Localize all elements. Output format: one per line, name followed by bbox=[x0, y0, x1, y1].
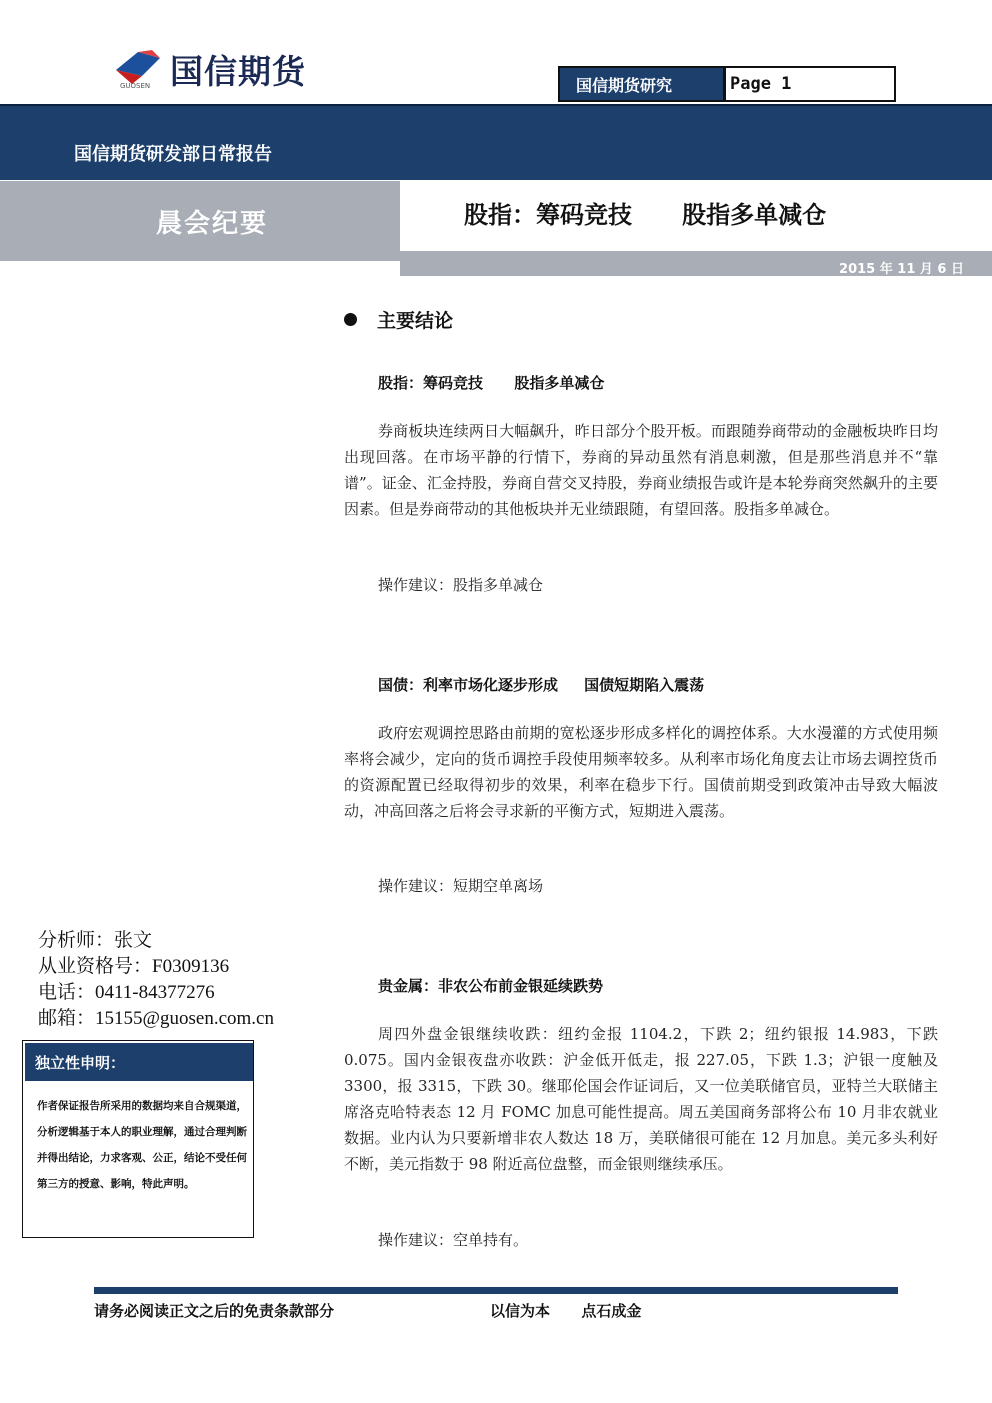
analyst-license: 从业资格号：F0309136 bbox=[38, 956, 230, 977]
footer-divider bbox=[94, 1287, 898, 1294]
conclusion-heading bbox=[344, 306, 453, 333]
advice-precious-metals: 操作建议：空单持有。 bbox=[378, 1231, 529, 1249]
advice-stock-index: 操作建议：股指多单减仓 bbox=[378, 576, 544, 594]
brand-name: 国信期货 bbox=[170, 52, 306, 91]
analyst-info bbox=[38, 928, 274, 1032]
page-indicator bbox=[558, 66, 896, 102]
guosen-logo bbox=[112, 44, 352, 94]
report-date: 2015 年 11 月 6 日 bbox=[839, 262, 964, 277]
analyst-email: 邮箱：15155@guosen.com.cn bbox=[38, 1008, 274, 1029]
bullet-icon bbox=[344, 313, 357, 326]
independence-title: 独立性申明： bbox=[25, 1043, 253, 1081]
dept-banner bbox=[0, 104, 992, 180]
date-bar bbox=[400, 256, 992, 276]
research-label: 国信期货研究 bbox=[560, 68, 726, 100]
section-body-treasury: 政府宏观调控思路由前期的宽松逐步形成多样化的调控体系。大水漫灌的方式使用频率将会减少，定向的货币调控手段使用频率较多。从利率市场化角度去让市场去调控货币的资源配置已经取得初步的效果，利率在稳步下行。国债前期受到政策冲击导致大幅波动，冲高回落之后将会寻求新的平衡方式，短期进入震荡。 bbox=[344, 724, 938, 820]
independence-body: 作者保证报告所采用的数据均来自合规渠道，分析逻辑基于本人的职业理解，通过合理判断 并得出结论，力求客观、公正，结论不受任何第三方的授意、影响，特此声明。 bbox=[37, 1100, 247, 1190]
report-title: 股指：筹码竞技 股指多单减仓 bbox=[464, 201, 827, 229]
category-banner bbox=[0, 181, 400, 261]
advice-treasury: 操作建议：短期空单离场 bbox=[378, 877, 544, 895]
category-title: 晨会纪要 bbox=[156, 209, 269, 239]
brand-sub: GUOSEN bbox=[120, 82, 151, 90]
dept-title: 国信期货研发部日常报告 bbox=[74, 144, 272, 165]
analyst-name: 分析师：张文 bbox=[38, 930, 153, 951]
title-banner bbox=[400, 181, 992, 261]
analyst-phone: 电话：0411-84377276 bbox=[38, 982, 215, 1003]
page-number: Page 1 bbox=[730, 74, 792, 94]
section-body-precious-metals: 周四外盘金银继续收跌：纽约金报 1104.2，下跌 2；纽约银报 14.983，下跌 0.075。国内金银夜盘亦收跌：沪金低开低走，报 227.05，下跌 1.3；沪银一度触及 3300，报 3315，下跌 30。继耶伦国会作证词后，又一位美联储官员，亚特兰大联储主席洛克哈特表态 12 月 FOMC 加息可能性提高。周五美国商务部将公布 10 月非农就业数据。业内认为只要新增非农人数达 18 万，美联储很可能在 12 月加息。美元多头利好不断，美元指数于 98 附近高位盘整，而金银则继续承压。 bbox=[344, 1025, 938, 1173]
section-heading-stock-index: 股指：筹码竞技 股指多单减仓 bbox=[378, 374, 605, 392]
section-heading-precious-metals: 贵金属：非农公布前金银延续跌势 bbox=[378, 977, 604, 995]
conclusion-label: 主要结论 bbox=[377, 310, 454, 332]
section-heading-treasury: 国债：利率市场化逐步形成 国债短期陷入震荡 bbox=[378, 676, 705, 694]
section-body-stock-index: 券商板块连续两日大幅飙升，昨日部分个股开板。而跟随券商带动的金融板块昨日均出现回落。在市场平静的行情下，券商的异动虽然有消息刺激，但是那些消息并不“靠谱”。证金、汇金持股，券商自营交叉持股，券商业绩报告或许是本轮券商突然飙升的主要因素。但是券商带动的其他板块并无业绩跟随，有望回落。股指多单减仓。 bbox=[344, 422, 938, 518]
independence-box bbox=[22, 1040, 254, 1238]
footer-slogan: 以信为本 点石成金 bbox=[490, 1302, 642, 1320]
disclaimer-note: 请务必阅读正文之后的免责条款部分 bbox=[94, 1302, 335, 1320]
